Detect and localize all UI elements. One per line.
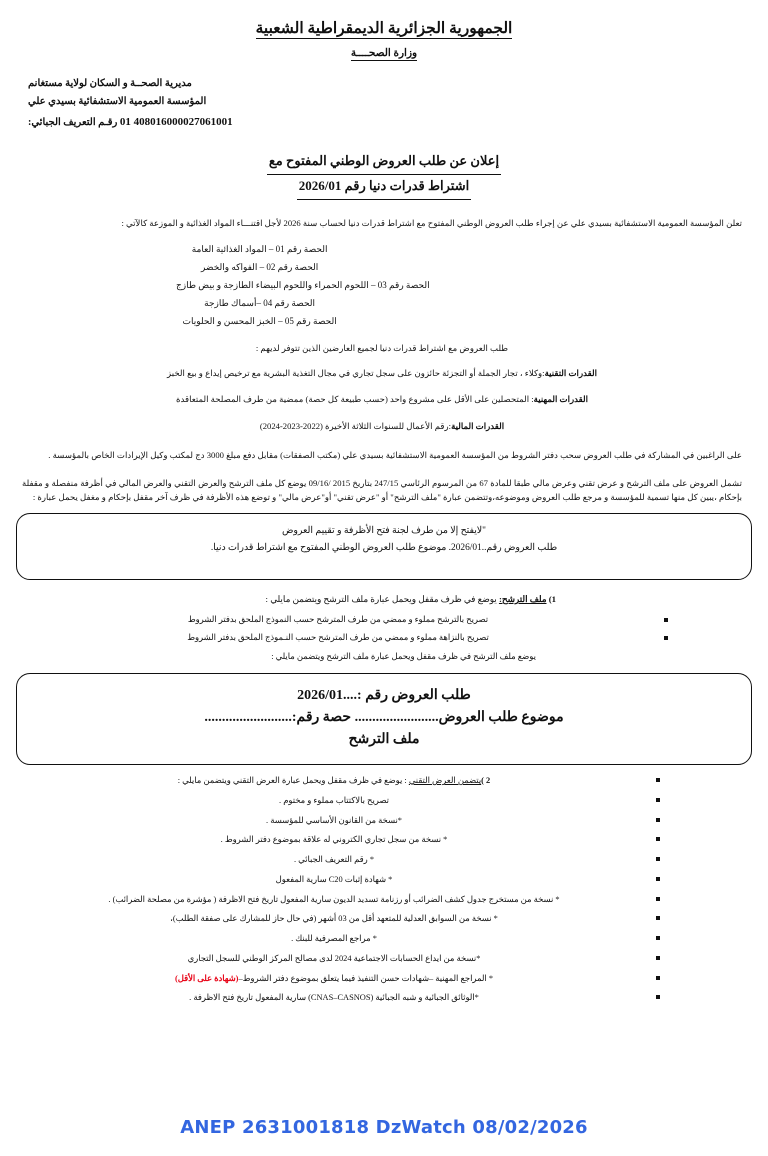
technical-offer-section [22,771,742,1008]
document-body [22,216,742,505]
technical-offer-heading [22,771,646,791]
lots-list [22,240,742,330]
list-item: تصريح بالاكتتاب مملوء و مختوم . [22,791,646,811]
candidature-note: يوضع ملف الترشح في ظرف مقفل ويحمل عبارة ملف الترشح ويتضمن مايلي : [271,652,536,662]
lot-item-3: الحصة رقم 03 – اللحوم الحمراء واللحوم البيضاء الطازجة و بيض طازج [176,279,430,290]
list-item: * رقم التعريف الجبائي . [22,850,646,870]
professional-capacity-line [22,392,742,407]
candidature-section [22,594,742,661]
establishment-line: المؤسسة العمومية الاستشفائية بسيدي علي [28,96,207,108]
capacities-lead: طلب العروض مع اشتراط قدرات دنيا لجميع العارضين الذين تتوفر لديهم : [255,342,509,353]
lot-item-4: الحصة رقم 04 –أسماك طازجة [204,297,316,308]
candidature-envelope-line1: طلب العروض رقم :....2026/01 [297,688,471,704]
candidature-envelope-box [16,673,752,765]
technical-capacity-line [22,366,742,381]
ministry-heading-text: وزارة الصحــــة [350,47,418,59]
lot-item-2: الحصة رقم 02 – الفواكه والخضر [200,261,319,272]
page-title-line2: اشتراط قدرات دنيا رقم 2026/01 [297,175,471,200]
list-item: تصريح بالنزاهة مملوء و ممضي من طرف المترشح حسب النـموذج الملحق بدفتر الشروط [22,629,654,647]
candidature-heading [22,594,742,605]
tax-id-line [28,112,768,133]
list-item: * شهادة إثبات C20 سارية المفعول [22,870,646,890]
lot-item-5: الحصة رقم 05 – الخبز المحسن و الحلويات [182,315,337,326]
candidature-items-list [22,611,742,647]
page-title-line1: إعلان عن طلب العروض الوطني المفتوح مع [267,150,501,175]
list-item [22,969,646,989]
ministry-heading [0,47,768,59]
list-item: *نسخة من القانون الأساسي للمؤسسة . [22,811,646,831]
tax-id-label: رقـم التعريف الجبائي: [28,116,118,128]
list-item: * نسخة من السوابق العدلية للمتعهد أقل من 03 أشهر (في حال حاز للمشارك على صفقة الطلب)، [22,909,646,929]
list-item-text: * المراجع المهنية –شهادات حسن التنفيذ فيما يتعلق بموضوع دفتر الشروط– [238,973,494,983]
technical-heading-label: يتضمن العرض التقني [408,776,482,786]
candidature-heading-rest: يوضع في ظرف مقفل ويحمل عبارة ملف الترشح ويتضمن مايلي : [265,594,499,605]
republic-heading-text: الجمهورية الجزائرية الديمقراطية الشعبية [255,20,513,37]
sealed-envelope-line1: "لايفتح إلا من طرف لجنة فتح الأظرفة و تقييم العروض [282,526,486,537]
health-directorate-line: مديرية الصحــة و السكان لولاية مستغانم [28,77,192,89]
technical-heading-number: 2 ) [481,776,491,786]
list-item: *نسخة من ايداع الحسابات الاجتماعية 2024 لدى مصالح المركز الوطني للسجل التجاري [22,949,646,969]
technical-heading-rest: : يوضع في ظرف مقفل ويحمل عبارة العرض التقني ويتضمن مايلي : [177,776,409,786]
technical-capacity-label: القدرات التقنية [544,367,597,378]
list-item: *الوثائق الجبائية و شبه الجبائية (CNAS–CASNOS) سارية المفعول تاريخ فتح الاظرفة . [22,988,646,1008]
withdraw-paragraph: على الراغبين في المشاركة في طلب العروض سحب دفتر الشروط من المؤسسة العمومية الاستشفائية بسيدي علي (مكتب الصفقات) مقابل دفع مبلغ 3000 دج لمكتب وكيل الإيرادات الخاص بالمؤسسة . [48,449,742,460]
sealed-envelope-line2: طلب العروض رقم..2026/01. موضوع طلب العروض الوطني المفتوح مع اشتراط قدرات دنيا. [210,543,558,554]
document-page [0,18,768,1156]
minimum-certificate-emphasis: (شهادة على الأقل) [174,973,239,983]
candidature-heading-label: ملف الترشح: [498,594,547,605]
financial-capacity-text: :رقم الأعمال للسنوات الثلاثة الأخيرة (2022-2023-2024) [259,421,452,432]
sealed-envelope-box [16,513,752,580]
list-item: تصريح بالترشح مملوء و ممضي من طرف المترشح حسب النموذج الملحق بدفتر الشروط [22,611,654,629]
candidature-heading-number: 1) [548,594,557,605]
list-item: * نسخة من سجل تجاري الكتروني له علاقة بموضوع دفتر الشروط . [22,830,646,850]
envelopes-paragraph: تشمل العروض على ملف الترشح و عرض تقني وعرض مالي طبقا للمادة 67 من المرسوم الرئاسي 247/15 بتاريخ 2015 /09/16 يوضع كل ملف الترشح والعرض التقني والعرض المالي في أظرفة منفصلة و مقفلة بإحكام ،يبين كل منها تسمية للمؤسسة و مرجع طلب العروض وموضوعه،وتتضمن عبارة "ملف الترشح" أو "عرض تقني" أو"عرض مالي" و توضع هذه الأظرفة في ظرف آخر مقفل بإحكام و مغفل يحمل عبارة : [22,477,742,503]
intro-paragraph: تعلن المؤسسة العمومية الاستشفائية بسيدي علي عن إجراء طلب العروض الوطني المفتوح مع اشتراط قدرات دنيا لحساب سنة 2026 لأجل اقتنـــاء المواد الغذائية و الموزعة كالآتي : [121,217,742,228]
republic-heading [0,18,768,40]
lot-item-1: الحصة رقم 01 – المواد الغذائية العامة [191,243,328,254]
professional-capacity-text: : المتحصلين على الأقل على مشروع واحد (حسب طبيعة كل حصة) ممضية من طرف المصلحة المتعاقدة [176,394,534,405]
technical-items-list [22,771,742,1008]
list-item: * مراجع المصرفية للبنك . [22,929,646,949]
financial-capacity-label: القدرات المالية [451,421,505,432]
candidature-envelope-line2: موضوع طلب العروض........................ حصة رقم:......................... [204,709,564,725]
candidature-envelope-line3: ملف الترشح [348,731,420,747]
tax-id-value: 408016000027061001 01 [119,115,233,128]
organization-block [28,75,768,133]
technical-capacity-text: :وكلاء ، تجار الجملة أو التجزئة حائزون على سجل تجاري في مجال التغذية البشرية مع ترخيص إيداع و بيع الخبز [167,367,545,378]
page-title [0,150,768,200]
professional-capacity-label: القدرات المهنية [533,394,588,405]
anep-footer: ANEP 2631001818 DzWatch 08/02/2026 [180,1117,588,1138]
list-item: * نسخة من مستخرج جدول كشف الضرائب أو رزنامة تسديد الديون سارية المفعول تاريخ فتح الاظرفة ( مؤشرة من مصلحة الضرائب) . [22,890,646,910]
financial-capacity-line [22,419,742,434]
